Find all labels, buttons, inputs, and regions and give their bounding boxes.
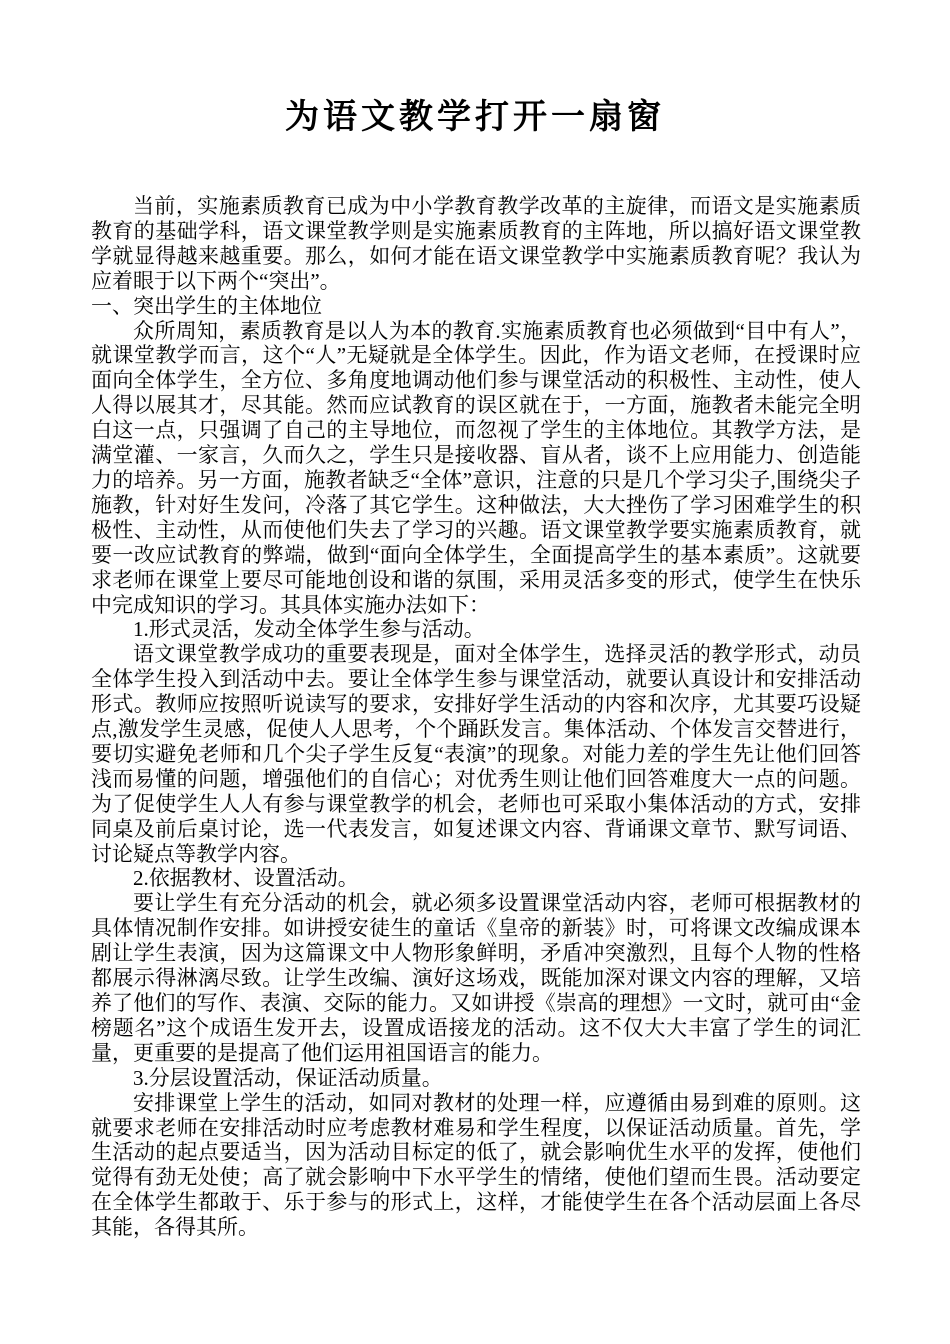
subheading: 2.依据教材、设置活动。 bbox=[133, 866, 359, 891]
subheading: 3.分层设置活动，保证活动质量。 bbox=[133, 1065, 443, 1090]
paragraph: 安排课堂上学生的活动，如同对教材的处理一样，应遵循由易到难的原则。这就要求老师在安排活动时应考虑教材难易和学生程度，以保证活动质量。首先，学生活动的起点要适当，因为活动目标定的低了，就会影响优生水平的发挥，使他们觉得有劲无处使；高了就会影响中下水平学生的情绪，使他们望而生畏。活动要定在全体学生都敢于、乐于参与的形式上，这样，才能使学生在各个活动层面上各尽其能，各得其所。 bbox=[91, 1090, 861, 1240]
paragraph: 众所周知，素质教育是以人为本的教育.实施素质教育也必须做到“目中有人”，就课堂教学而言，这个“人”无疑就是全体学生。因此，作为语文老师，在授课时应面向全体学生，全方位、多角度地调动他们参与课堂活动的积极性、主动性，使人人得以展其才，尽其能。然而应试教育的误区就在于，一方面，施教者未能完全明白这一点，只强调了自己的主导地位，而忽视了学生的主体地位。其教学方法，是满堂灌、一家言，久而久之，学生只是接收器、盲从者，谈不上应用能力、创造能力的培养。另一方面，施教者缺乏“全体”意识，注意的只是几个学习尖子,围绕尖子施教，针对好生发问，冷落了其它学生。这种做法，大大挫伤了学习困难学生的积极性、主动性，从而使他们失去了学习的兴趣。语文课堂教学要实施素质教育，就要一改应试教育的弊端，做到“面向全体学生，全面提高学生的基本素质”。这就要求老师在课堂上要尽可能地创设和谐的氛围，采用灵活多变的形式，使学生在快乐中完成知识的学习。其具体实施办法如下： bbox=[91, 318, 861, 617]
subheading: 1.形式灵活，发动全体学生参与活动。 bbox=[133, 617, 485, 642]
paragraph: 要让学生有充分活动的机会，就必须多设置课堂活动内容，老师可根据教材的具体情况制作安排。如讲授安徒生的童话《皇帝的新装》时，可将课文改编成课本剧让学生表演，因为这篇课文中人物形象鲜明，矛盾冲突激烈，且每个人物的性格都展示得淋漓尽致。让学生改编、演好这场戏，既能加深对课文内容的理解，又培养了他们的写作、表演、交际的能力。又如讲授《崇高的理想》一文时，就可由“金榜题名”这个成语生发开去，设置成语接龙的活动。这不仅大大丰富了学生的词汇量，更重要的是提高了他们运用祖国语言的能力。 bbox=[91, 891, 861, 1065]
heading: 一、突出学生的主体地位 bbox=[91, 293, 322, 318]
paragraph: 当前，实施素质教育已成为中小学教育教学改革的主旋律，而语文是实施素质教育的基础学科，语文课堂教学则是实施素质教育的主阵地，所以搞好语文课堂教学就显得越来越重要。那么，如何才能在语文课堂教学中实施素质教育呢？我认为应着眼于以下两个“突出”。 bbox=[91, 194, 861, 293]
paragraph: 语文课堂教学成功的重要表现是，面对全体学生，选择灵活的教学形式，动员全体学生投入到活动中去。要让全体学生参与课堂活动，就要认真设计和安排活动形式。教师应按照听说读写的要求，安排好学生活动的内容和次序，尤其要巧设疑点,激发学生灵感，促使人人思考，个个踊跃发言。集体活动、个体发言交替进行，要切实避免老师和几个尖子学生反复“表演”的现象。对能力差的学生先让他们回答浅而易懂的问题，增强他们的自信心；对优秀生则让他们回答难度大一点的问题。为了促使学生人人有参与课堂教学的机会，老师也可采取小集体活动的方式，安排同桌及前后桌讨论，选一代表发言，如复述课文内容、背诵课文章节、默写词语、讨论疑点等教学内容。 bbox=[91, 642, 861, 866]
document-body bbox=[91, 194, 861, 1240]
document-title: 为语文教学打开一扇窗 bbox=[285, 98, 665, 136]
